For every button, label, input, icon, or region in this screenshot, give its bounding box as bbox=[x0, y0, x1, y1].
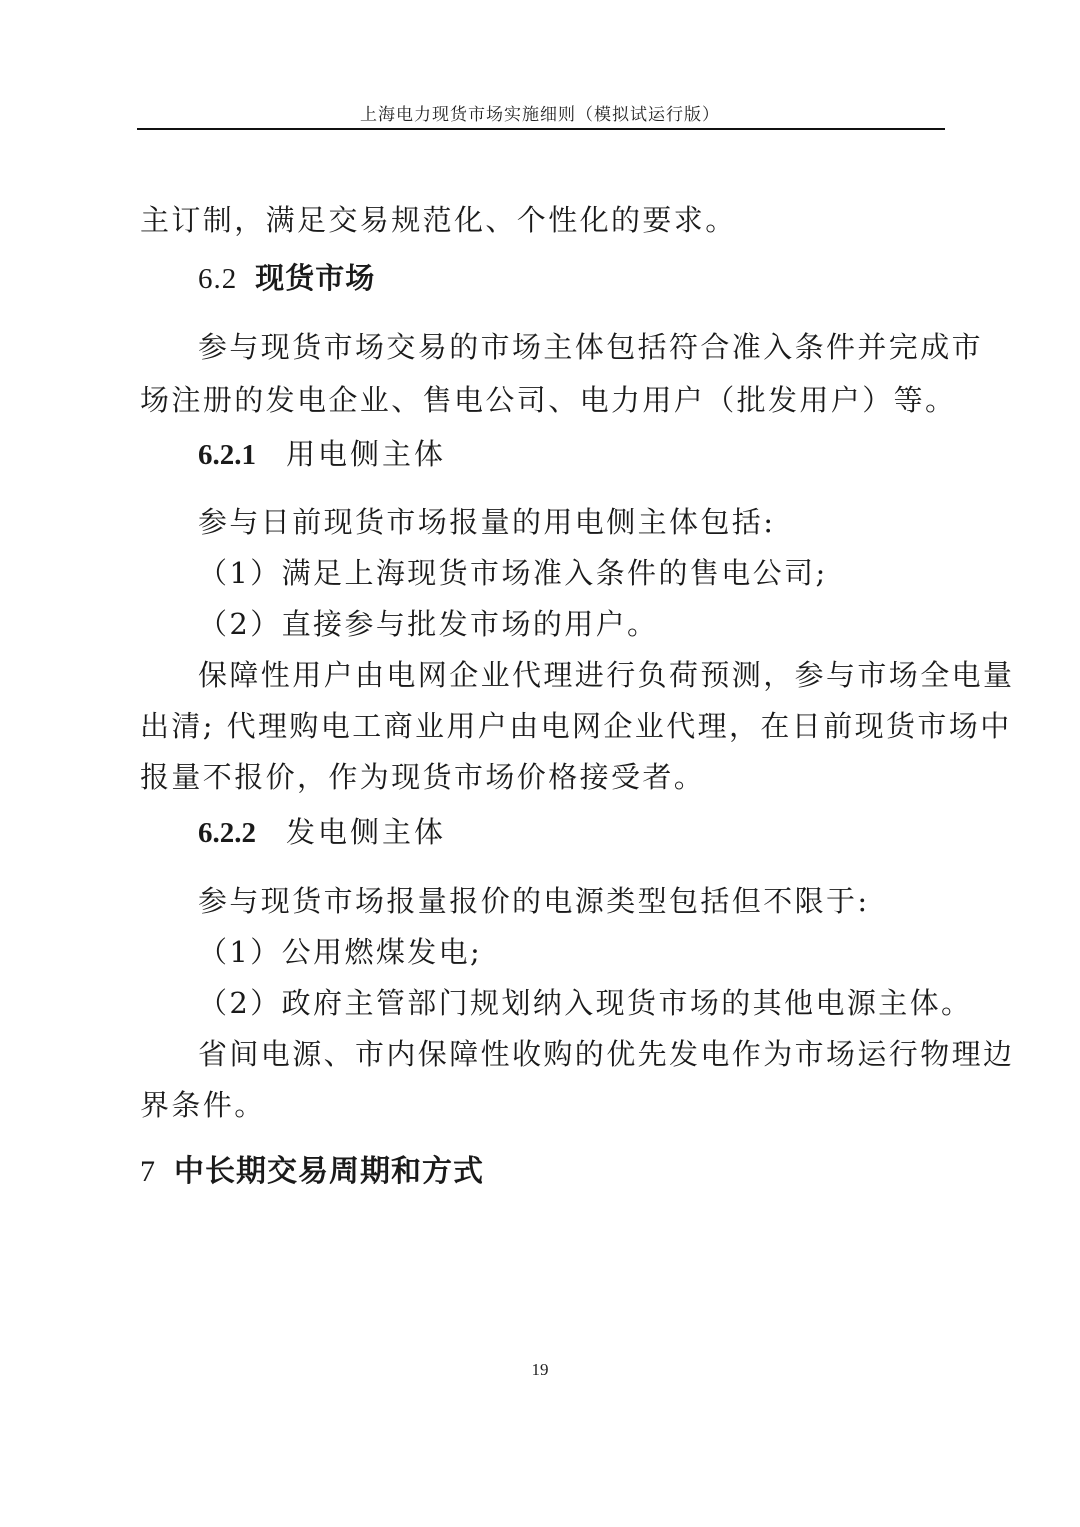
page-number: 19 bbox=[531, 1360, 549, 1379]
list-item: （1）公用燃煤发电; bbox=[198, 935, 483, 969]
section-title: 现货市场 bbox=[255, 261, 376, 295]
section-6-2-2-heading bbox=[198, 815, 446, 850]
section-number: 6.2.2 bbox=[198, 817, 256, 849]
list-item: （1）满足上海现货市场准入条件的售电公司; bbox=[198, 556, 828, 590]
paragraph-line: 省间电源、市内保障性收购的优先发电作为市场运行物理边 bbox=[198, 1037, 1015, 1071]
paragraph-line: 保障性用户由电网企业代理进行负荷预测，参与市场全电量 bbox=[198, 658, 1015, 692]
paragraph-line: 参与日前现货市场报量的用电侧主体包括: bbox=[198, 505, 776, 539]
section-7-heading bbox=[140, 1155, 484, 1189]
section-number: 7 bbox=[140, 1155, 156, 1188]
section-6-2-1-heading bbox=[198, 437, 446, 472]
section-title: 发电侧主体 bbox=[286, 815, 447, 849]
paragraph-line: 场注册的发电企业、售电公司、电力用户（批发用户）等。 bbox=[140, 383, 957, 417]
list-item: （2）政府主管部门规划纳入现货市场的其他电源主体。 bbox=[198, 986, 973, 1020]
section-6-2-heading bbox=[198, 261, 375, 296]
paragraph-line: 出清; 代理购电工商业用户由电网企业代理，在日前现货市场中 bbox=[140, 709, 1012, 743]
section-number: 6.2 bbox=[198, 263, 238, 295]
paragraph-continuation: 主订制，满足交易规范化、个性化的要求。 bbox=[140, 203, 737, 237]
paragraph-line: 参与现货市场交易的市场主体包括符合准入条件并完成市 bbox=[198, 330, 984, 364]
header-divider bbox=[137, 128, 945, 130]
section-title: 用电侧主体 bbox=[286, 437, 447, 471]
section-title: 中长期交易周期和方式 bbox=[174, 1154, 484, 1189]
list-item: （2）直接参与批发市场的用户。 bbox=[198, 607, 659, 641]
page-header-title: 上海电力现货市场实施细则（模拟试运行版） bbox=[360, 105, 720, 125]
paragraph-line: 参与现货市场报量报价的电源类型包括但不限于: bbox=[198, 884, 870, 918]
section-number: 6.2.1 bbox=[198, 439, 256, 471]
paragraph-line: 界条件。 bbox=[140, 1088, 266, 1122]
paragraph-line: 报量不报价，作为现货市场价格接受者。 bbox=[140, 760, 706, 794]
